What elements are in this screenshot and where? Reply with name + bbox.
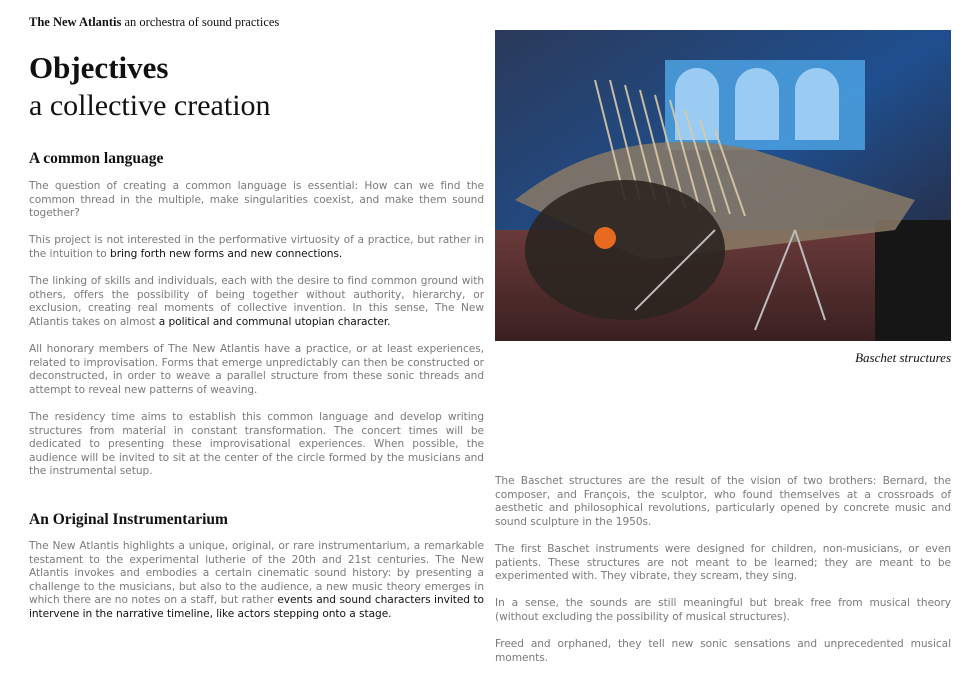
paragraph (29, 180, 484, 221)
section-baschet-body (495, 475, 951, 679)
paragraph (495, 543, 951, 584)
paragraph-text: This project is not interested in the performative virtuosity of a practice, but rather in the intuition to (29, 234, 484, 260)
paragraph-text: The residency time aims to establish this common language and develop writing structures from material in constant transformation. The concert times will be dedicated to presenting these improvisational experiences. When possible, the audience will be invited to sit at the center of the circle formed by the musicians and the instrumental setup. (29, 411, 484, 478)
paragraph (29, 411, 484, 479)
paragraph (495, 597, 951, 624)
paragraph-text: The Baschet structures are the result of the vision of two brothers: Bernard, the composer, and François, the sculptor, who found themselves at a crossroads of aesthetic and philosophical revolutions, particularly opened by concrete music and sound sculpture in the 1950s. (495, 475, 951, 528)
paragraph (29, 343, 484, 397)
baschet-structures-photo (495, 30, 951, 341)
section-heading-common-language: A common language (29, 150, 164, 167)
paragraph (29, 275, 484, 329)
paragraph (495, 475, 951, 529)
page-subtitle: a collective creation (29, 89, 271, 122)
paragraph-text: The first Baschet instruments were designed for children, non-musicians, or even patients. These structures are not meant to be learned; they are meant to be experimented with. They vibrate, they scream, they sing. (495, 542, 951, 583)
paragraph-text: All honorary members of The New Atlantis have a practice, or at least experiences, related to improvisation. Forms that emerge unpredictably can then be constructed or deconstructed, in order to weave a parallel structure from these sonic threads and attempt to reveal new patterns of weaving. (29, 343, 484, 396)
paragraph (29, 234, 484, 261)
paragraph-emphasis: bring forth new forms and new connections. (110, 247, 343, 260)
section-common-language-body (29, 180, 484, 493)
photo-caption: Baschet structures (855, 350, 951, 365)
paragraph-text: In a sense, the sounds are still meaningful but break free from musical theory (without excluding the possibility of musical structures). (495, 597, 951, 623)
paragraph-text: Freed and orphaned, they tell new sonic sensations and unprecedented musical moments. (495, 638, 951, 664)
page-header (29, 15, 279, 30)
page-title: Objectives (29, 50, 169, 85)
paragraph-emphasis: events and sound characters invited to intervene in the narrative timeline, like actors stepping onto a stage. (29, 594, 484, 620)
brand-name: The New Atlantis (29, 15, 122, 29)
paragraph-text: The New Atlantis highlights a unique, original, or rare instrumentarium, a remarkable testament to the experimental lutherie of the 20th and 21st centuries. The New Atlantis invokes and embodies a certain cinematic sound history: by presenting a challenge to the musicians, but also to the audience, a new music theory emerges in which there are no notes on a staff, but rather (29, 540, 484, 607)
section-instrumentarium-body (29, 540, 484, 635)
brand-tagline: an orchestra of sound practices (124, 15, 280, 29)
paragraph-emphasis: a political and communal utopian character. (158, 315, 391, 328)
paragraph (495, 638, 951, 665)
paragraph (29, 540, 484, 622)
paragraph-text: The linking of skills and individuals, each with the desire to find common ground with others, offers the possibility of being together without authority, hierarchy, or exclusion, creating real moments of collective invention. In this sense, The New Atlantis takes on almost (29, 275, 484, 328)
paragraph-text: The question of creating a common language is essential: How can we find the common thread in the multiple, make singularities coexist, and make them sound together? (29, 180, 484, 220)
section-heading-instrumentarium: An Original Instrumentarium (29, 511, 228, 528)
